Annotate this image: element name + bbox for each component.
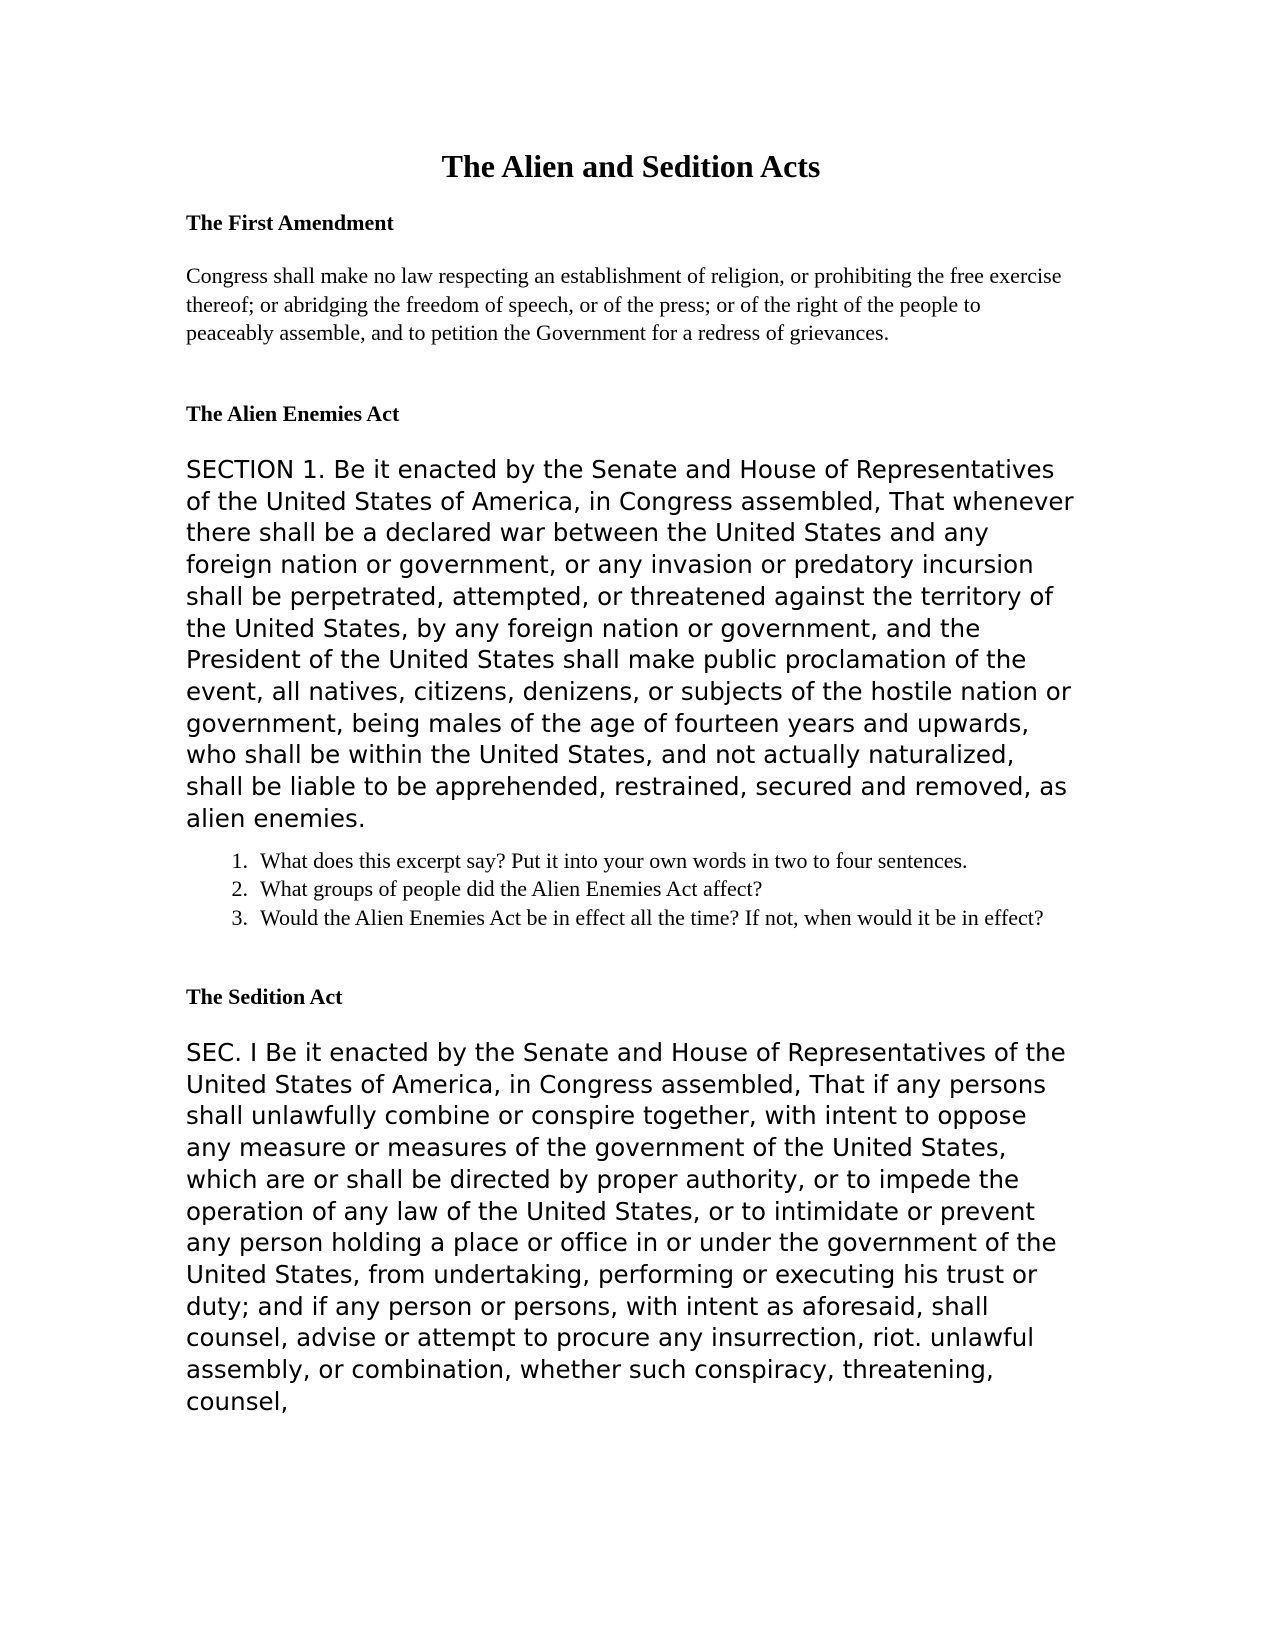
alien-enemies-heading: The Alien Enemies Act (186, 401, 400, 426)
question-text: What does this excerpt say? Put it into your own words in two to four sentences. (260, 848, 968, 873)
list-item (186, 847, 1076, 875)
question-text: What groups of people did the Alien Enemies Act affect? (260, 876, 763, 902)
question-number: 3. (231, 904, 248, 930)
question-text: Would the Alien Enemies Act be in effect all the time? If not, when would it be in effect? (260, 904, 1044, 930)
first-amendment-heading: The First Amendment (186, 210, 394, 235)
alien-enemies-questions (186, 847, 1076, 932)
list-item (186, 875, 1076, 903)
question-number: 2. (231, 876, 248, 902)
sedition-heading: The Sedition Act (186, 984, 343, 1009)
list-item (186, 904, 1076, 932)
question-number: 1. (231, 848, 248, 873)
first-amendment-text: Congress shall make no law respecting an establishment of religion, or prohibiting the free exercise thereof; or abridging the freedom of speech, or of the press; or of the right of the people to peaceably assemble, and to petition the Government for a redress of grievances. (186, 263, 1062, 345)
alien-enemies-text: SECTION 1. Be it enacted by the Senate and House of Representatives of the United States of America, in Congress assembled, That whenever there shall be a declared war between the United States and any foreign nation or government, or any invasion or predatory incursion shall be perpetrated, attempted, or threatened against the territory of the United States, by any foreign nation or government, and the President of the United States shall make public proclamation of the event, all natives, citizens, denizens, or subjects of the hostile nation or government, being males of the age of fourteen years and upwards, who shall be within the United States, and not actually naturalized, shall be liable to be apprehended, restrained, secured and removed, as alien enemies. (186, 455, 1074, 833)
document-title: The Alien and Sedition Acts (441, 148, 821, 184)
sedition-text: SEC. I Be it enacted by the Senate and House of Representatives of the United States of America, in Congress assembled, That if any persons shall unlawfully combine or conspire together, with intent to oppose any measure or measures of the government of the United States, which are or shall be directed by proper authority, or to impede the operation of any law of the United States, or to intimidate or prevent any person holding a place or office in or under the government of the United States, from undertaking, performing or executing his trust or duty; and if any person or persons, with intent as aforesaid, shall counsel, advise or attempt to procure any insurrection, riot. unlawful assembly, or combination, whether such conspiracy, threatening, counsel, (186, 1038, 1066, 1416)
